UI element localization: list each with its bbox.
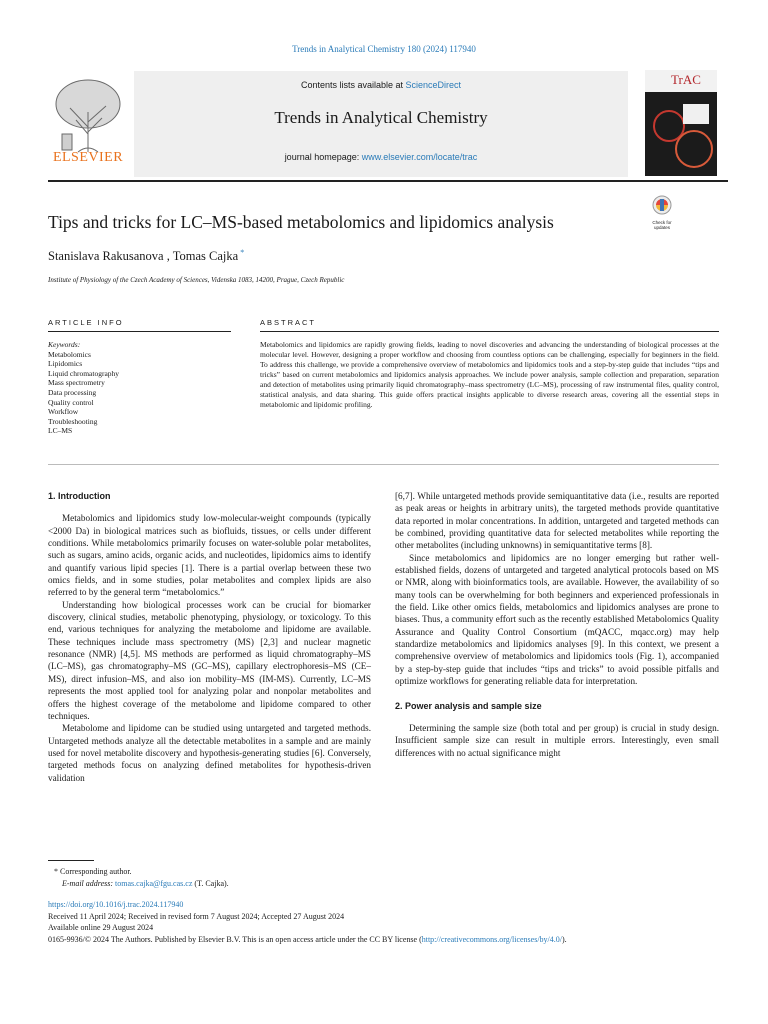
journal-homepage-line — [134, 152, 628, 162]
body-paragraph: [6,7]. While untargeted methods provide semiquantitative data (i.e., results are reported as peak areas or heights in arbitrary units), the targeted methods provide quantitative data reported in molar concentrations. In addition, untargeted and targeted methods can be combined, providing quantitative data for selected metabolites while reporting the other metabolites (including unknowns) in semiquantitative terms [8]. — [395, 491, 719, 551]
article-footer — [48, 899, 728, 945]
keyword: Troubleshooting — [48, 416, 98, 426]
author-name[interactable]: Tomas Cajka — [172, 249, 239, 264]
abstract-text: Metabolomics and lipidomics are rapidly growing fields, leading to novel discoveries and advancing the understanding of biological processes at the molecular level. However, designing a proper workflow and choosing from countless options can be challenging, especially for beginners in the field. To address this challenge, we provide a comprehensive overview of metabolomics and lipidomics tools and a step-by-step guide that includes “tips and tricks” based on current metabolomics and lipidomics analysis approaches. We include power analysis, sample collection and preparation, separation and detection of metabolites using primarily liquid chromatography–mass spectrometry (LC–MS), processing of raw instrumental files, quality control, statistical analysis, and data sharing. This guide offers practical insights applicable to diverse research areas, covering all the essential steps in metabolomic and lipidomic profiling. — [260, 340, 719, 410]
body-paragraph: Determining the sample size (both total and per group) is crucial in study design. Insufficient sample size can result in multiple errors. Interestingly, even small differences with no actual significance might — [395, 722, 719, 758]
abstract-heading: ABSTRACT — [260, 318, 317, 327]
license-prefix: 0165-9936/© 2024 The Authors. Published by Elsevier B.V. This is an open access article under the CC BY license ( — [48, 934, 422, 944]
email-line — [48, 878, 229, 890]
abstract-rule — [260, 331, 719, 332]
email-link[interactable]: tomas.cajka@fgu.cas.cz — [115, 878, 193, 888]
section-heading-power-analysis: 2. Power analysis and sample size — [395, 700, 542, 711]
elsevier-logo-text: ELSEVIER — [52, 150, 124, 165]
body-paragraph: Since metabolomics and lipidomics are no longer emerging but rather well-established fields, dozens of untargeted and targeted analytical protocols based on MS or NMR, along with bioinformatics tools, are available. However, the availability of so many tools can be overwhelming for both beginners and experienced professionals in the field. Like other omics fields, metabolomics and lipidomics analyses are prone to biases. Thus, a community effort such as the recently established Metabolomics Quality Assurance and Quality Control Consortium (mQACC, mqacc.org) may help standardize metabolomics and lipidomics analyses [9]. In this context, we present a comprehensive overview of metabolomics and lipidomics tools (Fig. 1), accompanied by a step-by-step guide that includes “tips and tricks” to avoid possible pitfalls and optimize workflows for generating reliable data for interpretation. — [395, 552, 719, 687]
license-line — [48, 934, 728, 946]
email-label: E-mail address: — [62, 878, 116, 888]
footnote-rule — [48, 860, 94, 861]
article-info-heading: ARTICLE INFO — [48, 318, 124, 327]
body-paragraph: Metabolome and lipidome can be studied using untargeted and targeted methods. Untargeted methods analyze all the detectable metabolites in a sample and are mainly used for novel metabolite discovery and hypothesis-generating studies [6]. Conversely, targeted methods focus on analyzing defined metabolites for hypothesis-driven validation — [48, 723, 371, 783]
license-suffix: ). — [562, 934, 567, 944]
journal-reference[interactable]: Trends in Analytical Chemistry 180 (2024) 117940 — [292, 44, 476, 54]
body-separator — [48, 464, 719, 465]
received-dates: Received 11 April 2024; Received in revised form 7 August 2024; Accepted 27 August 2024 — [48, 911, 345, 921]
article-info-rule — [48, 331, 231, 332]
keyword: Data processing — [48, 387, 97, 397]
contents-lists-line — [134, 80, 628, 90]
body-paragraph: Metabolomics and lipidomics study low-molecular-weight compounds (typically <2000 Da) in biological matrices such as biofluids, tissues, or cells under different conditions. While metabolomics primarily focuses on water-soluble polar metabolites, such as sugars, amino acids, organic acids, and nucleotides, lipidomics aims to identify and quantify various lipid species [1]. There is a partial overlap between these two omics fields, and in some studies, polar metabolites and complex lipids are also referred to by the general term “metabolomics.” — [48, 513, 371, 598]
cover-logo-text: TrAC — [671, 72, 701, 87]
body-paragraph: Understanding how biological processes work can be crucial for biomarker discovery, clinical studies, metabolic phenotyping, physiology, or toxicology. To this end, various techniques for analyzing the metabolome and lipidome are available. These techniques include mass spectrometry (MS) [2,3] and nuclear magnetic resonance (NMR) [4,5]. MS methods are performed as liquid chromatography–MS (LC–MS), gas chromatography–MS (GC–MS), capillary electrophoresis–MS (CE–MS), direct infusion–MS, and also ion mobility–MS (IM-MS). Currently, LC–MS represents the most applied tool for analyzing polar and nonpolar metabolites and offers the highest coverage of the metabolome and lipidome compared to other techniques. — [48, 599, 371, 721]
keyword: Quality control — [48, 397, 94, 407]
crossmark-icon — [647, 195, 677, 215]
author-affiliation: Institute of Physiology of the Czech Academy of Sciences, Videnska 1083, 14200, Prague, Czech Republic — [48, 276, 345, 284]
footnotes — [48, 866, 229, 889]
keyword: Lipidomics — [48, 359, 83, 369]
article-title: Tips and tricks for LC–MS-based metabolomics and lipidomics analysis — [48, 212, 554, 232]
journal-cover-image — [645, 70, 717, 176]
email-suffix: (T. Cajka). — [192, 878, 229, 888]
keyword: Mass spectrometry — [48, 378, 105, 388]
homepage-prefix: journal homepage: — [284, 152, 362, 162]
header-rule — [48, 180, 728, 182]
corresponding-author-note: * Corresponding author. — [54, 867, 132, 876]
journal-homepage-link[interactable]: www.elsevier.com/locate/trac — [361, 152, 478, 162]
crossmark-label: Check for updates — [652, 220, 672, 230]
sciencedirect-link[interactable]: ScienceDirect — [405, 80, 462, 90]
keywords-label: Keywords: — [48, 340, 81, 349]
body-column-left — [48, 490, 371, 784]
keyword: Workflow — [48, 407, 79, 417]
body-column-right — [395, 490, 719, 759]
crossmark-badge[interactable] — [647, 195, 677, 230]
keywords-list — [48, 340, 119, 436]
author-list — [48, 248, 244, 264]
contents-prefix: Contents lists available at — [300, 80, 406, 90]
keyword: Liquid chromatography — [48, 368, 120, 378]
author-separator: , — [163, 249, 173, 264]
available-online-date: Available online 29 August 2024 — [48, 923, 154, 932]
corresponding-author-mark[interactable]: * — [238, 248, 245, 257]
author-name[interactable]: Stanislava Rakusanova — [48, 249, 164, 264]
keyword: Metabolomics — [48, 349, 91, 359]
license-link[interactable]: http://creativecommons.org/licenses/by/4.0/ — [421, 934, 563, 944]
journal-title: Trends in Analytical Chemistry — [274, 108, 488, 127]
doi-link[interactable]: https://doi.org/10.1016/j.trac.2024.117940 — [48, 900, 184, 909]
keyword: LC–MS — [48, 426, 73, 436]
section-heading-introduction: 1. Introduction — [48, 491, 111, 501]
